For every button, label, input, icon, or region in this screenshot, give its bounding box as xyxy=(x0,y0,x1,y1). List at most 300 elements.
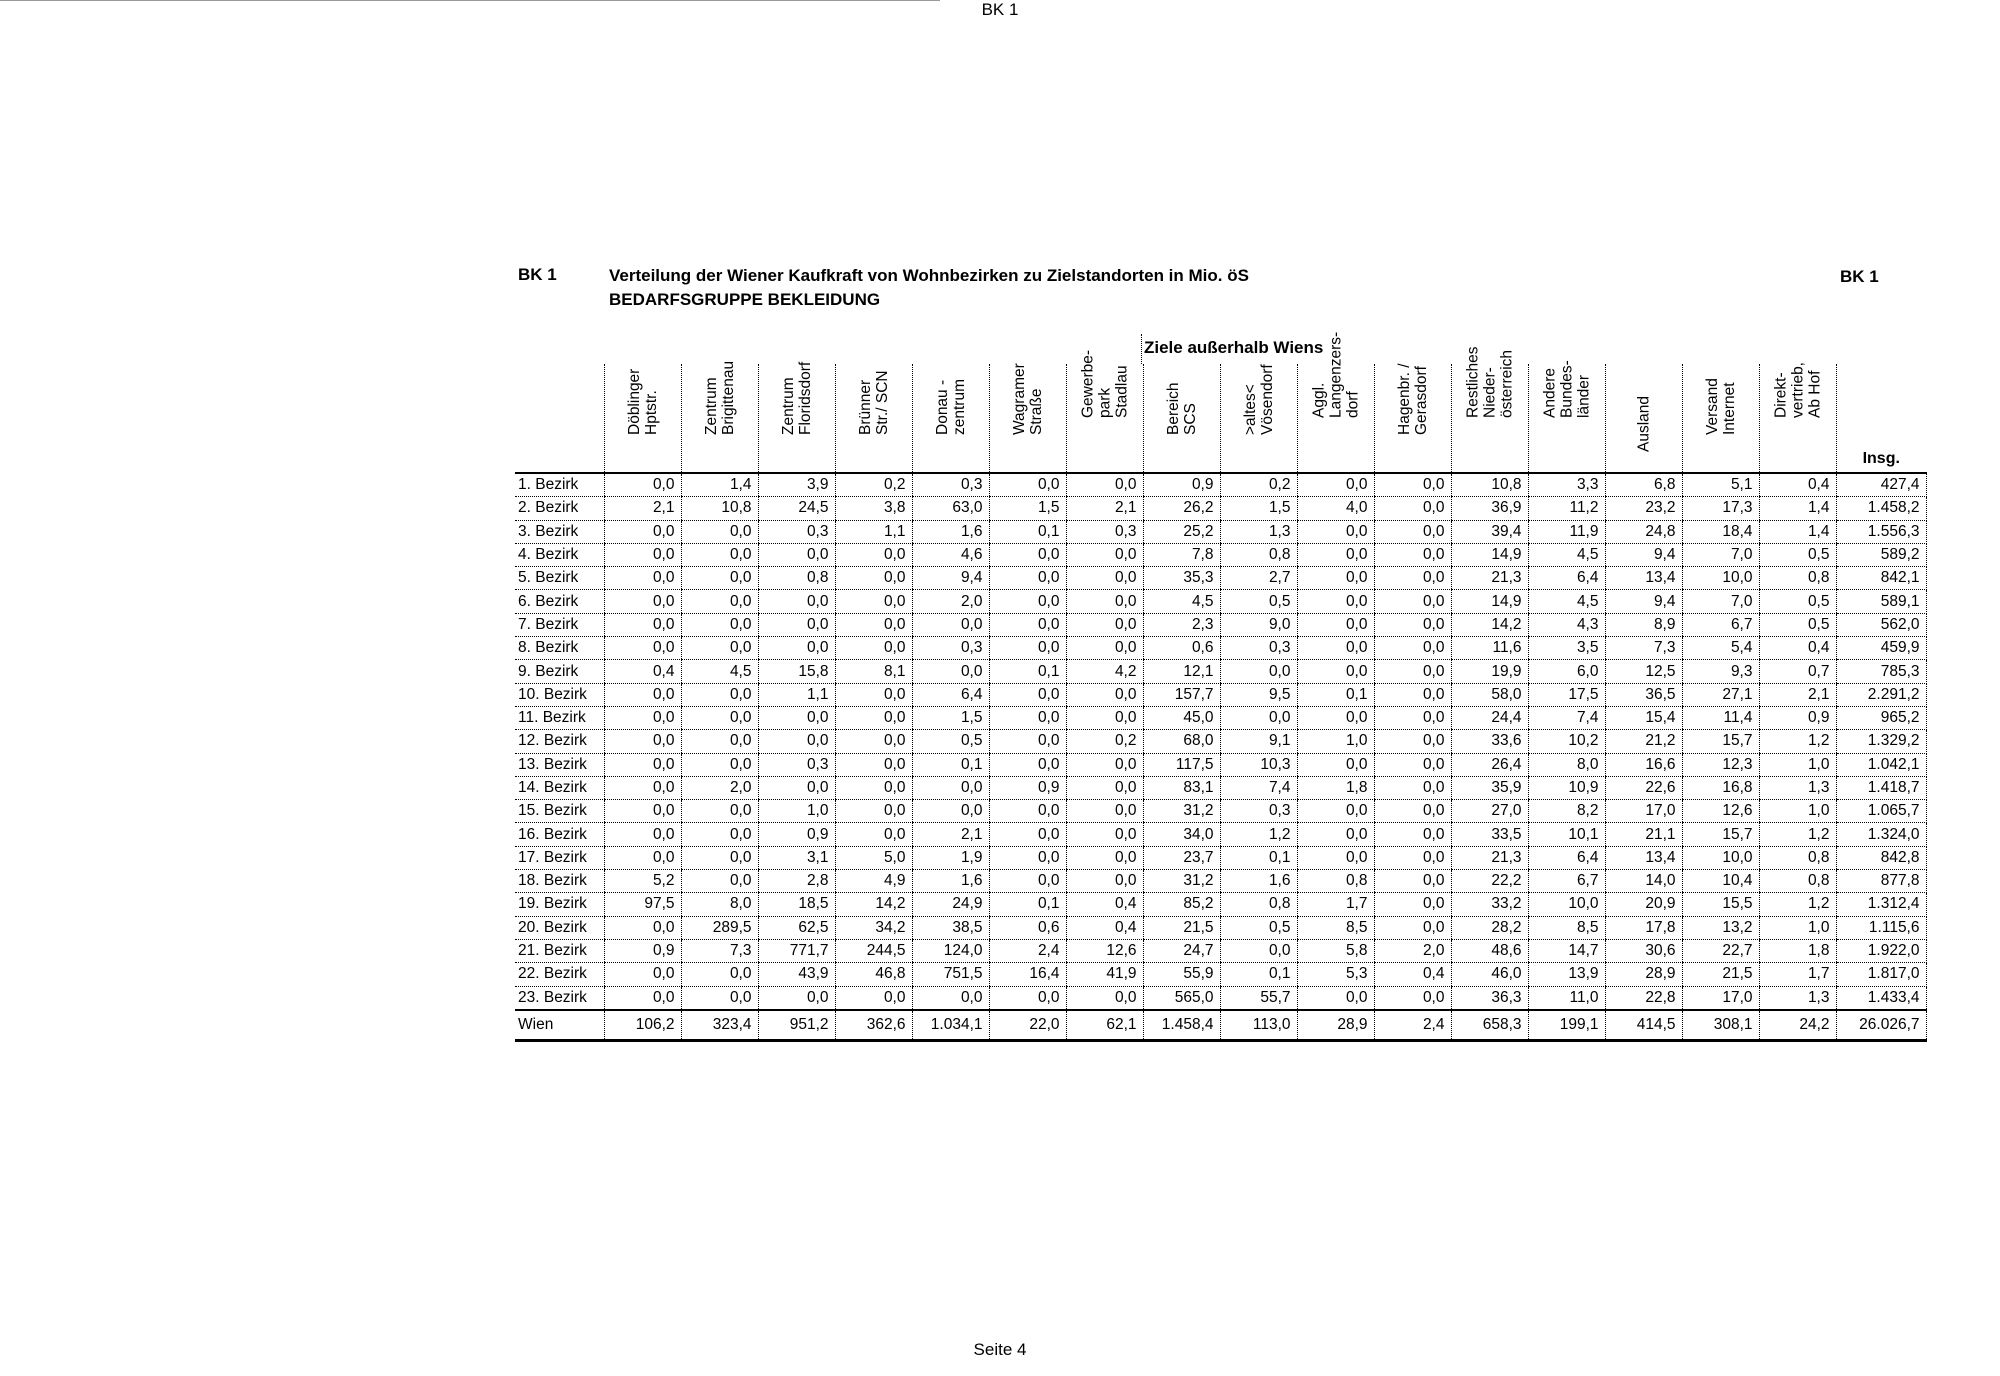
table-cell: 0,1 xyxy=(989,893,1066,916)
column-header xyxy=(1143,364,1220,473)
table-cell: 1,3 xyxy=(1759,776,1836,799)
table-cell: 0,0 xyxy=(835,776,912,799)
row-label: 10. Bezirk xyxy=(515,683,604,706)
row-label: 7. Bezirk xyxy=(515,613,604,636)
table-body xyxy=(515,473,1926,1010)
table-cell: 45,0 xyxy=(1143,706,1220,729)
table-cell: 16,8 xyxy=(1682,776,1759,799)
row-label: 15. Bezirk xyxy=(515,800,604,823)
table-cell: 9,4 xyxy=(912,567,989,590)
row-total: 1.115,6 xyxy=(1836,916,1926,939)
table-cell: 0,0 xyxy=(604,567,681,590)
table-cell: 117,5 xyxy=(1143,753,1220,776)
table-cell: 10,0 xyxy=(1682,846,1759,869)
table-cell: 0,0 xyxy=(681,567,758,590)
table-cell: 6,7 xyxy=(1528,870,1605,893)
table-cell: 13,4 xyxy=(1605,567,1682,590)
table-cell: 15,7 xyxy=(1682,730,1759,753)
table-row xyxy=(515,613,1926,636)
table-cell: 0,0 xyxy=(1066,986,1143,1010)
table-cell: 0,0 xyxy=(604,800,681,823)
column-header xyxy=(1297,331,1374,473)
column-header-label: Versand Internet xyxy=(1703,378,1738,435)
table-row xyxy=(515,963,1926,986)
table-row xyxy=(515,637,1926,660)
running-header: BK 1 xyxy=(981,0,1019,19)
table-cell: 0,5 xyxy=(1220,590,1297,613)
table-cell: 11,9 xyxy=(1528,520,1605,543)
table-cell: 1,5 xyxy=(1220,497,1297,520)
table-cell: 23,7 xyxy=(1143,846,1220,869)
table-cell: 0,0 xyxy=(1374,776,1451,799)
table-cell: 0,0 xyxy=(912,986,989,1010)
table-cell: 0,1 xyxy=(989,520,1066,543)
table-cell: 0,0 xyxy=(1066,800,1143,823)
table-row xyxy=(515,870,1926,893)
column-header-label: Zentrum Brigittenau xyxy=(702,360,737,435)
table-cell: 0,0 xyxy=(1297,706,1374,729)
table-cell: 22,6 xyxy=(1605,776,1682,799)
table-cell: 10,8 xyxy=(681,497,758,520)
table-cell: 0,0 xyxy=(1066,567,1143,590)
column-header xyxy=(681,360,758,473)
table-cell: 8,9 xyxy=(1605,613,1682,636)
table-cell: 33,5 xyxy=(1451,823,1528,846)
row-label: 22. Bezirk xyxy=(515,963,604,986)
table-cell: 1,2 xyxy=(1220,823,1297,846)
table-cell: 97,5 xyxy=(604,893,681,916)
table-cell: 1,3 xyxy=(1759,986,1836,1010)
table-cell: 27,1 xyxy=(1682,683,1759,706)
column-header-label: Ausland xyxy=(1635,395,1652,452)
row-total: 1.817,0 xyxy=(1836,963,1926,986)
table-cell: 2,7 xyxy=(1220,567,1297,590)
table-cell: 24,7 xyxy=(1143,939,1220,962)
table-cell: 0,0 xyxy=(912,800,989,823)
table-cell: 0,1 xyxy=(1220,963,1297,986)
table-cell: 0,0 xyxy=(681,846,758,869)
table-cell: 7,3 xyxy=(681,939,758,962)
row-label: 17. Bezirk xyxy=(515,846,604,869)
table-cell: 10,2 xyxy=(1528,730,1605,753)
table-cell: 0,9 xyxy=(1143,473,1220,497)
table-cell: 0,0 xyxy=(835,567,912,590)
table-cell: 0,3 xyxy=(758,753,835,776)
table-cell: 0,0 xyxy=(758,590,835,613)
table-cell: 0,0 xyxy=(989,800,1066,823)
table-cell: 34,2 xyxy=(835,916,912,939)
table-cell: 0,0 xyxy=(1066,543,1143,566)
table-cell: 1,4 xyxy=(1759,497,1836,520)
column-header xyxy=(758,361,835,473)
table-cell: 24,4 xyxy=(1451,706,1528,729)
table-cell: 0,0 xyxy=(681,590,758,613)
table-cell: 0,0 xyxy=(989,543,1066,566)
table-cell: 0,1 xyxy=(1297,683,1374,706)
table-cell: 0,0 xyxy=(604,613,681,636)
table-cell: 0,0 xyxy=(604,963,681,986)
table-cell: 0,0 xyxy=(681,800,758,823)
table-cell: 0,0 xyxy=(912,613,989,636)
table-cell: 6,8 xyxy=(1605,473,1682,497)
table-cell: 0,0 xyxy=(681,730,758,753)
table-cell: 0,0 xyxy=(1066,823,1143,846)
table-cell: 124,0 xyxy=(912,939,989,962)
table-cell: 1,8 xyxy=(1759,939,1836,962)
table-cell: 85,2 xyxy=(1143,893,1220,916)
table-cell: 3,5 xyxy=(1528,637,1605,660)
table-cell: 5,0 xyxy=(835,846,912,869)
table-cell: 0,0 xyxy=(681,986,758,1010)
row-label: 14. Bezirk xyxy=(515,776,604,799)
table-cell: 0,8 xyxy=(1759,870,1836,893)
table-cell: 43,9 xyxy=(758,963,835,986)
row-total: 1.042,1 xyxy=(1836,753,1926,776)
table-cell: 2,1 xyxy=(912,823,989,846)
table-cell: 12,5 xyxy=(1605,660,1682,683)
table-cell: 2,4 xyxy=(989,939,1066,962)
column-header-label: >altes< Vösendorf xyxy=(1241,364,1276,435)
table-cell: 0,0 xyxy=(989,590,1066,613)
table-cell: 4,0 xyxy=(1297,497,1374,520)
table-cell: 31,2 xyxy=(1143,870,1220,893)
table-cell: 0,0 xyxy=(604,730,681,753)
table-cell: 9,4 xyxy=(1605,590,1682,613)
table-cell: 0,1 xyxy=(1220,846,1297,869)
column-header-label: Andere Bundes- länder xyxy=(1541,360,1592,418)
table-cell: 0,0 xyxy=(758,986,835,1010)
summary-total: 26.026,7 xyxy=(1836,1010,1926,1041)
table-cell: 0,8 xyxy=(1297,870,1374,893)
table-cell: 17,8 xyxy=(1605,916,1682,939)
table-cell: 12,3 xyxy=(1682,753,1759,776)
table-cell: 35,3 xyxy=(1143,567,1220,590)
table-cell: 0,2 xyxy=(835,473,912,497)
table-row xyxy=(515,800,1926,823)
column-header-label: Brünner Str./ SCN xyxy=(856,370,891,435)
table-cell: 0,2 xyxy=(1220,473,1297,497)
table-cell: 0,0 xyxy=(835,590,912,613)
table-cell: 33,6 xyxy=(1451,730,1528,753)
table-cell: 17,0 xyxy=(1682,986,1759,1010)
table-cell: 48,6 xyxy=(1451,939,1528,962)
table-cell: 7,0 xyxy=(1682,590,1759,613)
summary-row xyxy=(515,1010,1926,1041)
table-cell: 17,5 xyxy=(1528,683,1605,706)
table-cell: 0,0 xyxy=(681,823,758,846)
table-cell: 0,0 xyxy=(1220,660,1297,683)
table-row xyxy=(515,986,1926,1010)
summary-cell: 22,0 xyxy=(989,1010,1066,1041)
table-cell: 4,5 xyxy=(1143,590,1220,613)
table-cell: 0,0 xyxy=(604,846,681,869)
row-label: 6. Bezirk xyxy=(515,590,604,613)
table-cell: 0,0 xyxy=(835,986,912,1010)
table-cell: 0,9 xyxy=(989,776,1066,799)
column-header xyxy=(1759,364,1836,473)
table-cell: 1,7 xyxy=(1297,893,1374,916)
summary-cell: 2,4 xyxy=(1374,1010,1451,1041)
table-cell: 10,0 xyxy=(1682,567,1759,590)
table-cell: 0,8 xyxy=(1759,567,1836,590)
table-cell: 0,0 xyxy=(1066,870,1143,893)
table-row xyxy=(515,893,1926,916)
column-header xyxy=(604,364,681,473)
row-total: 1.922,0 xyxy=(1836,939,1926,962)
row-total: 427,4 xyxy=(1836,473,1926,497)
table-cell: 4,5 xyxy=(681,660,758,683)
table-cell: 0,0 xyxy=(835,543,912,566)
row-total: 842,8 xyxy=(1836,846,1926,869)
table-cell: 7,0 xyxy=(1682,543,1759,566)
table-cell: 22,2 xyxy=(1451,870,1528,893)
column-header-label: Hagenbr. / Gerasdorf xyxy=(1395,363,1430,435)
table-cell: 2,1 xyxy=(604,497,681,520)
table-cell: 0,7 xyxy=(1759,660,1836,683)
table-cell: 38,5 xyxy=(912,916,989,939)
column-header xyxy=(1451,346,1528,473)
table-cell: 0,8 xyxy=(1759,846,1836,869)
row-label: 1. Bezirk xyxy=(515,473,604,497)
table-cell: 35,9 xyxy=(1451,776,1528,799)
table-cell: 18,4 xyxy=(1682,520,1759,543)
summary-cell: 362,6 xyxy=(835,1010,912,1041)
table-cell: 55,9 xyxy=(1143,963,1220,986)
table-cell: 0,0 xyxy=(1374,730,1451,753)
table-cell: 0,0 xyxy=(1374,753,1451,776)
table-cell: 0,0 xyxy=(1297,520,1374,543)
table-cell: 1,0 xyxy=(1759,800,1836,823)
row-total: 785,3 xyxy=(1836,660,1926,683)
table-row xyxy=(515,846,1926,869)
table-cell: 0,0 xyxy=(1066,683,1143,706)
table-cell: 2,0 xyxy=(681,776,758,799)
table-cell: 24,8 xyxy=(1605,520,1682,543)
table-cell: 22,7 xyxy=(1682,939,1759,962)
table-cell: 24,5 xyxy=(758,497,835,520)
row-total: 562,0 xyxy=(1836,613,1926,636)
table-cell: 0,4 xyxy=(604,660,681,683)
table-cell: 0,0 xyxy=(989,986,1066,1010)
table-row xyxy=(515,730,1926,753)
table-cell: 0,0 xyxy=(758,613,835,636)
table-cell: 0,0 xyxy=(681,543,758,566)
table-cell: 0,0 xyxy=(1297,637,1374,660)
table-cell: 0,0 xyxy=(835,637,912,660)
column-header xyxy=(1682,364,1759,473)
table-cell: 17,0 xyxy=(1605,800,1682,823)
table-cell: 0,0 xyxy=(681,683,758,706)
table-cell: 2,3 xyxy=(1143,613,1220,636)
table-cell: 7,8 xyxy=(1143,543,1220,566)
table-cell: 0,0 xyxy=(1374,543,1451,566)
summary-cell: 308,1 xyxy=(1682,1010,1759,1041)
table-cell: 13,9 xyxy=(1528,963,1605,986)
table-cell: 244,5 xyxy=(835,939,912,962)
table-cell: 11,6 xyxy=(1451,637,1528,660)
table-cell: 1,1 xyxy=(835,520,912,543)
table-cell: 0,0 xyxy=(1066,753,1143,776)
table-cell: 0,0 xyxy=(1297,986,1374,1010)
row-label: 3. Bezirk xyxy=(515,520,604,543)
table-cell: 0,0 xyxy=(681,753,758,776)
table-cell: 31,2 xyxy=(1143,800,1220,823)
row-total: 1.433,4 xyxy=(1836,986,1926,1010)
table-cell: 0,0 xyxy=(1220,706,1297,729)
column-header-label: Wagramer Straße xyxy=(1010,363,1045,435)
summary-cell: 106,2 xyxy=(604,1010,681,1041)
column-header xyxy=(835,364,912,473)
column-header xyxy=(912,364,989,473)
table-cell: 5,3 xyxy=(1297,963,1374,986)
table-cell: 68,0 xyxy=(1143,730,1220,753)
row-label: 20. Bezirk xyxy=(515,916,604,939)
table-cell: 28,2 xyxy=(1451,916,1528,939)
table-cell: 22,8 xyxy=(1605,986,1682,1010)
table-cell: 46,8 xyxy=(835,963,912,986)
table-cell: 0,0 xyxy=(604,683,681,706)
table-cell: 0,3 xyxy=(1066,520,1143,543)
table-cell: 12,6 xyxy=(1066,939,1143,962)
table-cell: 27,0 xyxy=(1451,800,1528,823)
table-cell: 1,7 xyxy=(1759,963,1836,986)
table-cell: 34,0 xyxy=(1143,823,1220,846)
table-cell: 10,8 xyxy=(1451,473,1528,497)
table-cell: 0,1 xyxy=(989,660,1066,683)
table-cell: 4,2 xyxy=(1066,660,1143,683)
table-cell: 0,0 xyxy=(1374,986,1451,1010)
table-cell: 9,4 xyxy=(1605,543,1682,566)
table-cell: 0,6 xyxy=(1143,637,1220,660)
table-cell: 25,2 xyxy=(1143,520,1220,543)
total-column-header: Insg. xyxy=(1836,364,1926,473)
table-cell: 0,0 xyxy=(989,706,1066,729)
table-cell: 0,0 xyxy=(681,637,758,660)
column-header-label: Zentrum Floridsdorf xyxy=(779,361,814,435)
table-cell: 0,0 xyxy=(758,776,835,799)
table-cell: 0,0 xyxy=(1374,660,1451,683)
table-cell: 10,1 xyxy=(1528,823,1605,846)
table-cell: 0,1 xyxy=(912,753,989,776)
table-cell: 0,0 xyxy=(835,823,912,846)
table-cell: 0,0 xyxy=(1297,823,1374,846)
row-total: 2.291,2 xyxy=(1836,683,1926,706)
table-cell: 0,0 xyxy=(1374,473,1451,497)
table-cell: 0,4 xyxy=(1066,916,1143,939)
table-cell: 0,0 xyxy=(1066,637,1143,660)
table-cell: 0,0 xyxy=(1374,846,1451,869)
table-row xyxy=(515,939,1926,962)
table-cell: 0,0 xyxy=(758,637,835,660)
table-cell: 0,0 xyxy=(1374,637,1451,660)
table-cell: 36,9 xyxy=(1451,497,1528,520)
table-cell: 0,0 xyxy=(1066,473,1143,497)
table-cell: 157,7 xyxy=(1143,683,1220,706)
summary-cell: 1.458,4 xyxy=(1143,1010,1220,1041)
table-cell: 8,0 xyxy=(681,893,758,916)
row-total: 1.065,7 xyxy=(1836,800,1926,823)
table-cell: 1,0 xyxy=(1297,730,1374,753)
table-cell: 2,0 xyxy=(1374,939,1451,962)
table-cell: 0,0 xyxy=(1220,939,1297,962)
table-cell: 6,4 xyxy=(912,683,989,706)
column-header-label: Aggl. Langenzers- dorf xyxy=(1310,331,1361,418)
table-cell: 0,0 xyxy=(989,823,1066,846)
table-cell: 0,4 xyxy=(1759,637,1836,660)
table-cell: 1,3 xyxy=(1220,520,1297,543)
table-cell: 0,6 xyxy=(989,916,1066,939)
table-cell: 46,0 xyxy=(1451,963,1528,986)
table-row xyxy=(515,660,1926,683)
group-header: Ziele außerhalb Wiens xyxy=(1144,338,1324,357)
row-total: 842,1 xyxy=(1836,567,1926,590)
table-cell: 0,0 xyxy=(681,870,758,893)
table-cell: 23,2 xyxy=(1605,497,1682,520)
table-cell: 14,9 xyxy=(1451,543,1528,566)
table-cell: 0,9 xyxy=(604,939,681,962)
table-cell: 1,0 xyxy=(758,800,835,823)
table-cell: 0,0 xyxy=(604,916,681,939)
summary-cell: 199,1 xyxy=(1528,1010,1605,1041)
table-cell: 0,0 xyxy=(1297,660,1374,683)
table-cell: 3,1 xyxy=(758,846,835,869)
table-cell: 8,1 xyxy=(835,660,912,683)
table-cell: 0,0 xyxy=(1374,870,1451,893)
table-cell: 0,0 xyxy=(1374,567,1451,590)
table-row xyxy=(515,543,1926,566)
table-cell: 1,9 xyxy=(912,846,989,869)
table-row xyxy=(515,567,1926,590)
table-cell: 0,0 xyxy=(835,613,912,636)
table-cell: 4,3 xyxy=(1528,613,1605,636)
table-cell: 0,0 xyxy=(1374,683,1451,706)
table-cell: 11,2 xyxy=(1528,497,1605,520)
table-cell: 4,5 xyxy=(1528,543,1605,566)
table-cell: 0,0 xyxy=(835,706,912,729)
table-cell: 55,7 xyxy=(1220,986,1297,1010)
table-cell: 9,3 xyxy=(1682,660,1759,683)
table-cell: 0,0 xyxy=(989,870,1066,893)
table-cell: 7,4 xyxy=(1528,706,1605,729)
table-cell: 0,0 xyxy=(1374,893,1451,916)
table-cell: 8,2 xyxy=(1528,800,1605,823)
table-cell: 0,0 xyxy=(1066,590,1143,613)
table-cell: 0,9 xyxy=(1759,706,1836,729)
table-cell: 1,5 xyxy=(912,706,989,729)
table-cell: 1,2 xyxy=(1759,730,1836,753)
table-cell: 6,4 xyxy=(1528,567,1605,590)
table-cell: 14,7 xyxy=(1528,939,1605,962)
table-cell: 19,9 xyxy=(1451,660,1528,683)
table-cell: 14,9 xyxy=(1451,590,1528,613)
table-cell: 33,2 xyxy=(1451,893,1528,916)
table-cell: 0,3 xyxy=(912,637,989,660)
doc-code-left: BK 1 xyxy=(518,265,557,284)
table-cell: 0,0 xyxy=(758,543,835,566)
table-cell: 0,0 xyxy=(1066,706,1143,729)
table-cell: 289,5 xyxy=(681,916,758,939)
page-title: Verteilung der Wiener Kaufkraft von Wohnbezirken zu Zielstandorten in Mio. öS xyxy=(609,266,1249,285)
row-label: 19. Bezirk xyxy=(515,893,604,916)
table-cell: 41,9 xyxy=(1066,963,1143,986)
table-cell: 2,1 xyxy=(1759,683,1836,706)
table-cell: 0,4 xyxy=(1066,893,1143,916)
table-cell: 12,1 xyxy=(1143,660,1220,683)
table-cell: 0,0 xyxy=(1297,800,1374,823)
table-cell: 0,0 xyxy=(989,846,1066,869)
table-cell: 0,0 xyxy=(758,706,835,729)
row-label: 5. Bezirk xyxy=(515,567,604,590)
